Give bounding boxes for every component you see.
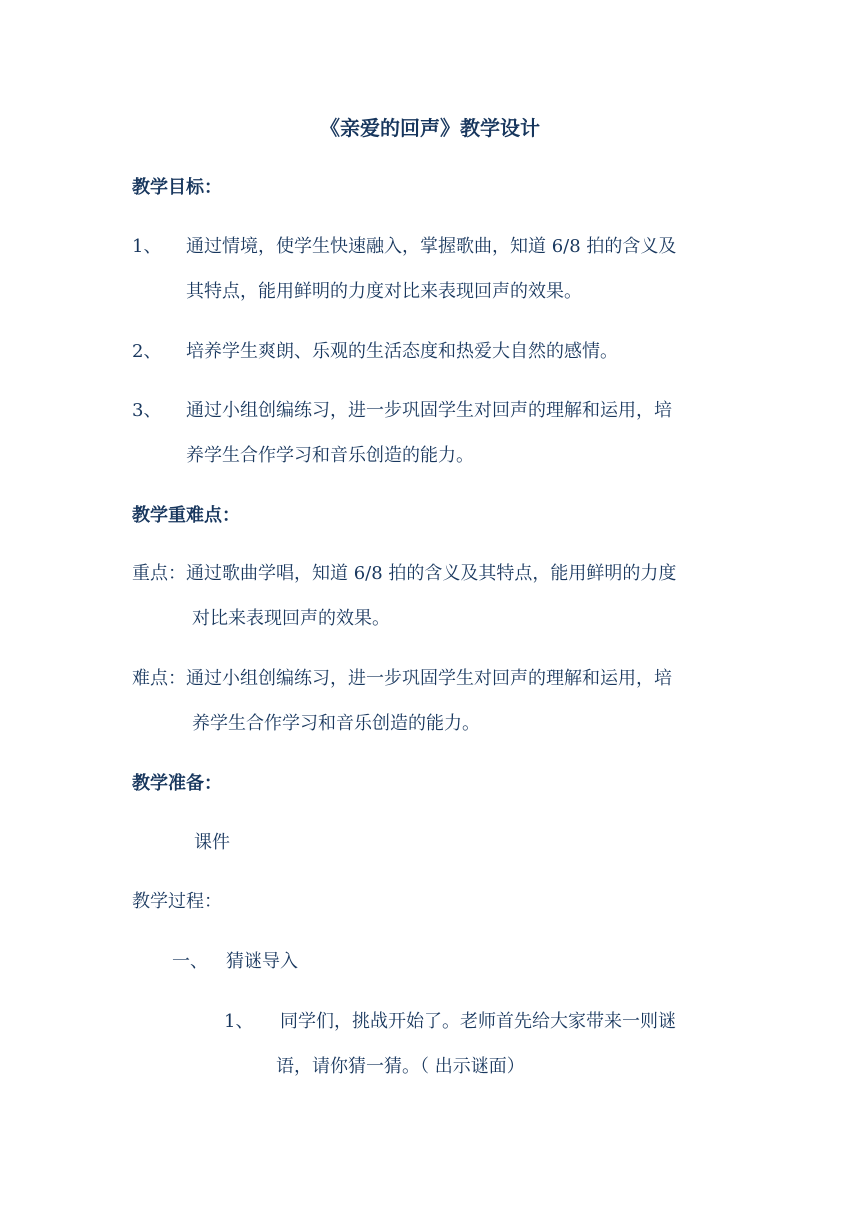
focus-text: 重点：通过歌曲学唱，知道 6/8 拍的含义及其特点，能用鲜明的力度 — [132, 563, 677, 584]
objective-number: 2、 — [132, 341, 162, 362]
process-heading: 教学过程： — [132, 891, 222, 912]
preparation-heading: 教学准备： — [132, 773, 222, 794]
objective-text: 通过小组创编练习，进一步巩固学生对回声的理解和运用，培 — [186, 400, 672, 421]
objective-text: 其特点，能用鲜明的力度对比来表现回声的效果。 — [186, 281, 582, 302]
key-points-heading: 教学重难点： — [132, 505, 240, 526]
focus-text: 对比来表现回声的效果。 — [192, 608, 390, 629]
difficulty-text: 难点：通过小组创编练习，进一步巩固学生对回声的理解和运用，培 — [132, 668, 672, 689]
objective-text: 培养学生爽朗、乐观的生活态度和热爱大自然的感情。 — [186, 341, 618, 362]
section-label: 猜谜导入 — [226, 951, 298, 972]
step-text: 语，请你猜一猜。（ 出示谜面） — [276, 1056, 525, 1077]
step-text: 同学们，挑战开始了。老师首先给大家带来一则谜 — [280, 1011, 676, 1032]
objective-text: 通过情境，使学生快速融入，掌握歌曲，知道 6/8 拍的含义及 — [186, 236, 677, 257]
objective-number: 3、 — [132, 400, 162, 421]
preparation-content: 课件 — [194, 832, 230, 853]
section-number: 一、 — [172, 951, 208, 972]
objective-number: 1、 — [132, 236, 162, 257]
difficulty-text: 养学生合作学习和音乐创造的能力。 — [192, 713, 480, 734]
objective-text: 养学生合作学习和音乐创造的能力。 — [186, 445, 474, 466]
step-number: 1、 — [224, 1011, 254, 1032]
document-title: 《亲爱的回声》教学设计 — [320, 116, 540, 140]
objectives-heading: 教学目标： — [132, 177, 222, 198]
